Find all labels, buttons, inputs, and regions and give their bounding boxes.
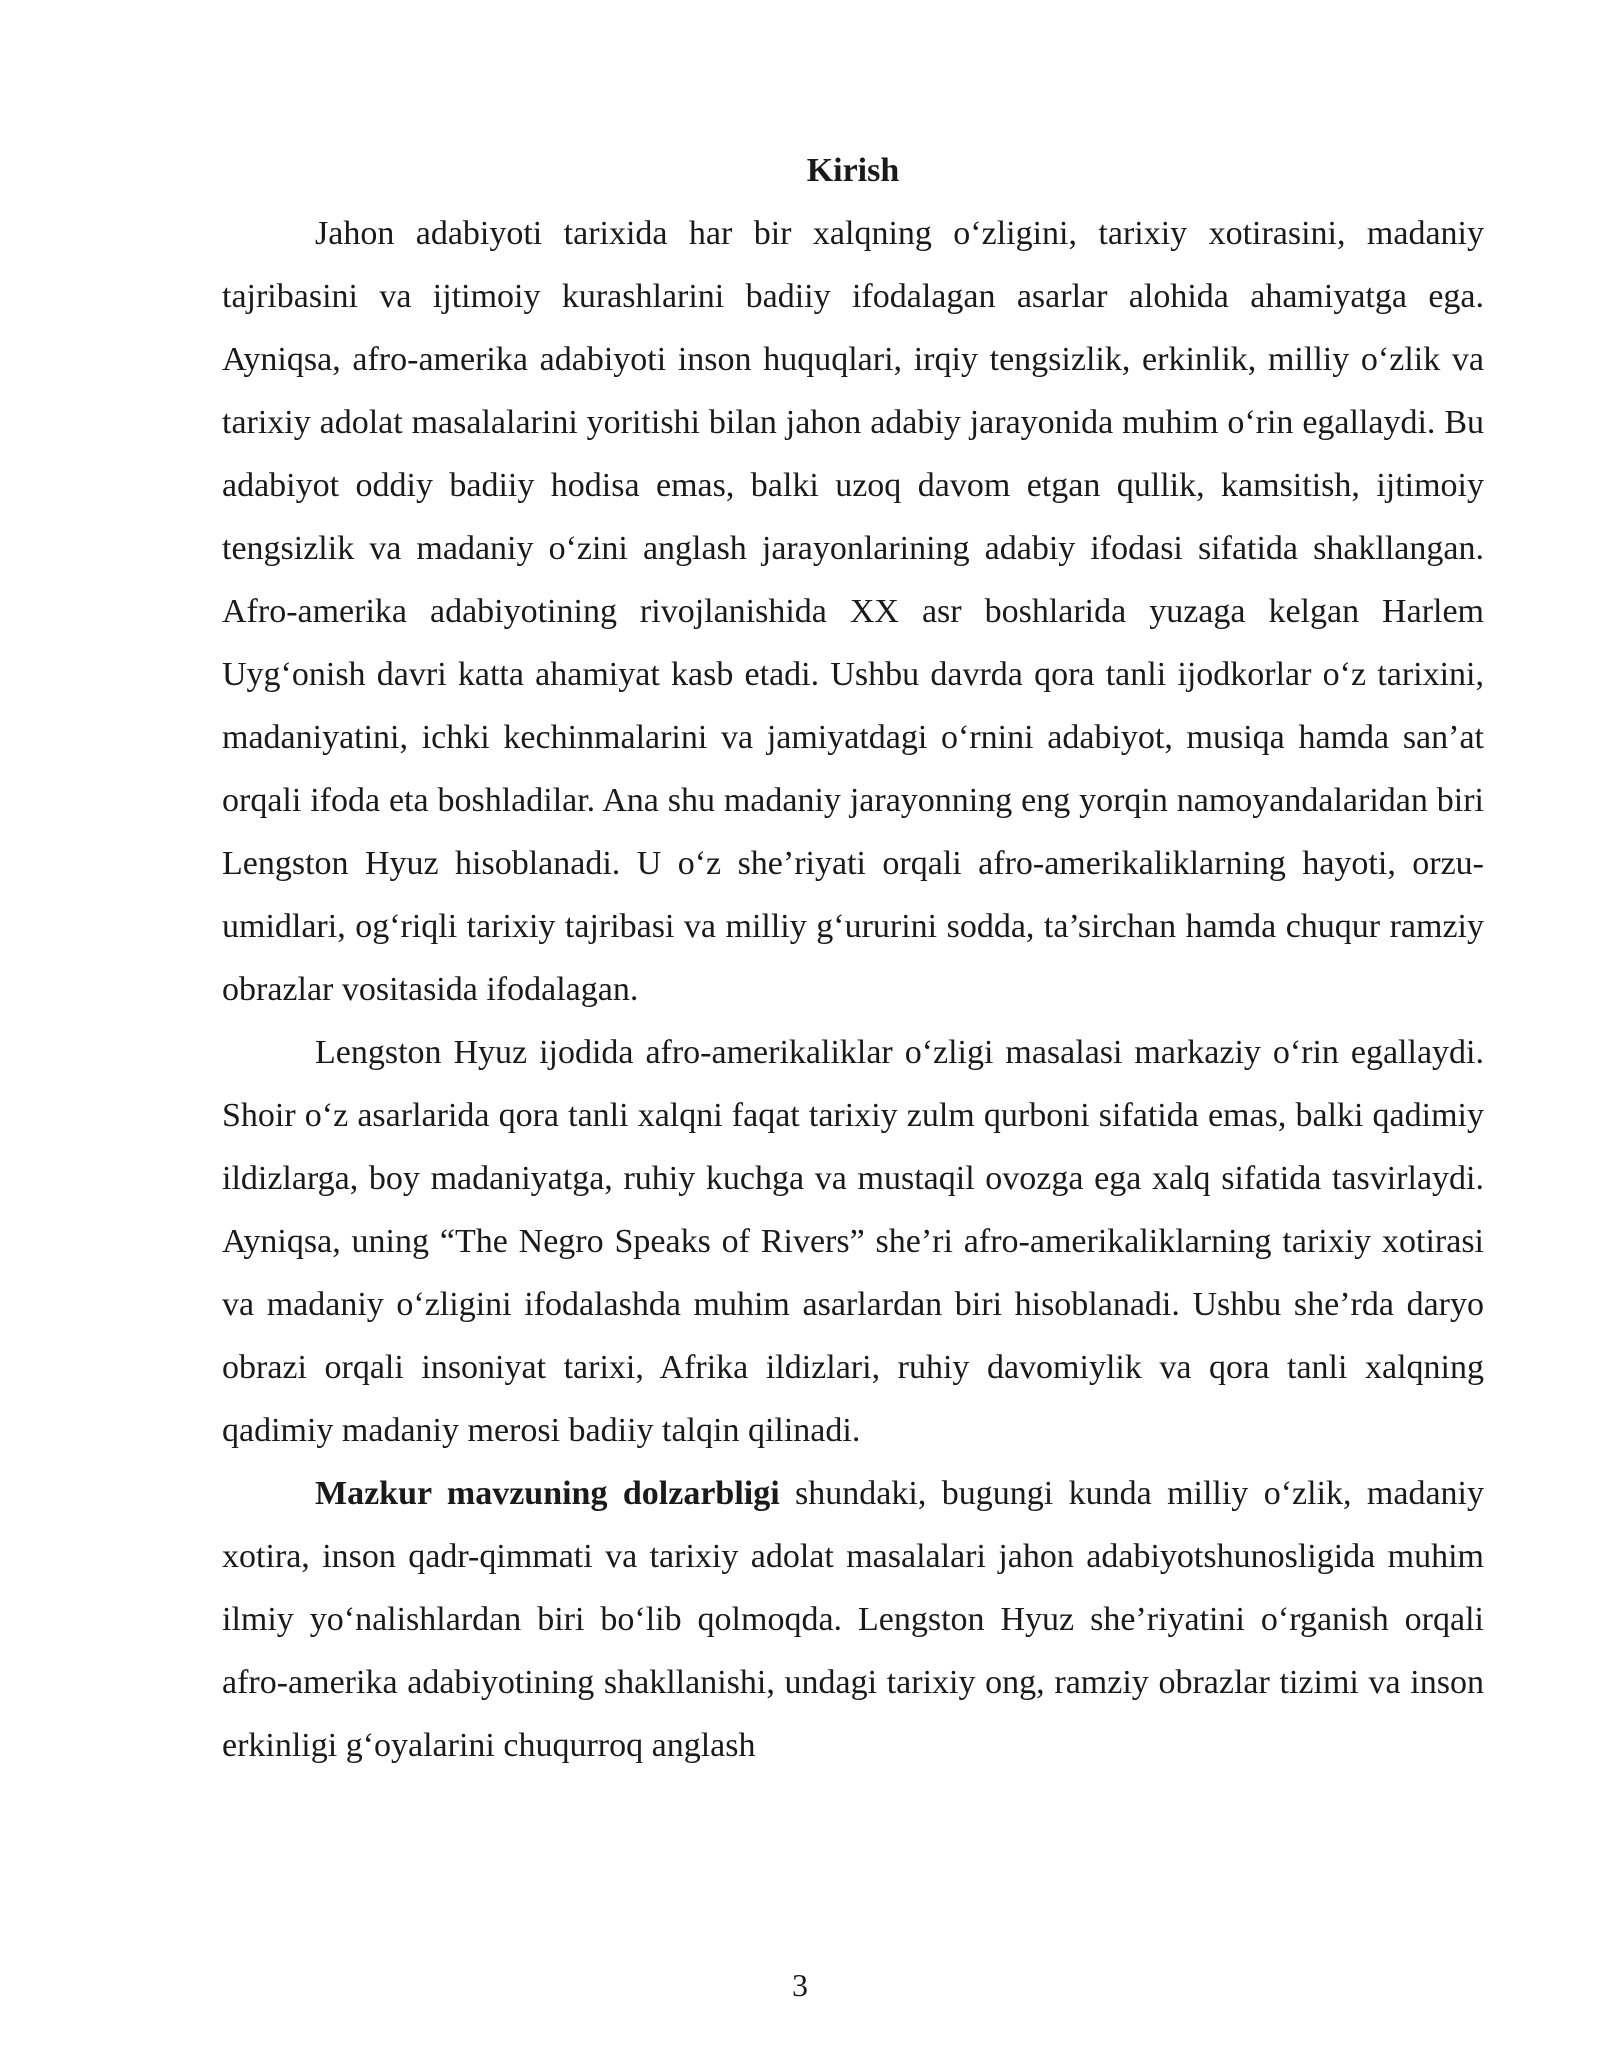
- paragraph-identity: Lengston Hyuz ijodida afro-amerikaliklar o‘zligi masalasi markaziy o‘rin egallaydi. Shoir o‘z asarlarida qora tanli xalqni faqat tarixiy zulm qurboni sifatida emas, balki qadimiy ildizlarga, boy madaniyatga, ruhiy kuchga va mustaqil ovozga ega xalq sifatida tasvirlaydi. Ayniqsa, uning “The Negro Speaks of Rivers” she’ri afro-amerikaliklarning tarixiy xotirasi va madaniy o‘zligini ifodalashda muhim asarlardan biri hisoblanadi. Ushbu she’rda daryo obrazi orqali insoniyat tarixi, Afrika ildizlari, ruhiy davomiylik va qora tanli xalqning qadimiy madaniy merosi badiiy talqin qilinadi.: [222, 1034, 1484, 1449]
- relevance-lead-phrase: Mazkur mavzuning dolzarbligi: [315, 1475, 780, 1512]
- paragraph-intro: Jahon adabiyoti tarixida har bir xalqning o‘zligini, tarixiy xotirasini, madaniy tajribasini va ijtimoiy kurashlarini badiiy ifodalagan asarlar alohida ahamiyatga ega. Ayniqsa, afro-amerika adabiyoti inson huquqlari, irqiy tengsizlik, erkinlik, milliy o‘zlik va tarixiy adolat masalalarini yoritishi bilan jahon adabiy jarayonida muhim o‘rin egallaydi. Bu adabiyot oddiy badiiy hodisa emas, balki uzoq davom etgan qullik, kamsitish, ijtimoiy tengsizlik va madaniy o‘zini anglash jarayonlarining adabiy ifodasi sifatida shakllangan. Afro-amerika adabiyotining rivojlanishida XX asr boshlarida yuzaga kelgan Harlem Uyg‘onish davri katta ahamiyat kasb etadi. Ushbu davrda qora tanli ijodkorlar o‘z tarixini, madaniyatini, ichki kechinmalarini va jamiyatdagi o‘rnini adabiyot, musiqa hamda san’at orqali ifoda eta boshladilar. Ana shu madaniy jarayonning eng yorqin namoyandalaridan biri Lengston Hyuz hisoblanadi. U o‘z she’riyati orqali afro-amerikaliklarning hayoti, orzu-umidlari, og‘riqli tarixiy tajribasi va milliy g‘ururini sodda, ta’sirchan hamda chuqur ramziy obrazlar vositasida ifodalagan.: [222, 215, 1484, 1008]
- relevance-text: shundaki, bugungi kunda milliy o‘zlik, madaniy xotira, inson qadr-qimmati va tarixiy adolat masalalari jahon adabiyotshunosligida muhim ilmiy yo‘nalishlardan biri bo‘lib qolmoqda. Lengston Hyuz she’riyatini o‘rganish orqali afro-amerika adabiyotining shakllanishi, undagi tarixiy ong, ramziy obrazlar tizimi va inson erkinligi g‘oyalarini chuqurroq anglash: [222, 1475, 1484, 1764]
- paragraph-relevance: [222, 1462, 1484, 1777]
- section-heading: Kirish: [806, 152, 900, 189]
- page-number: 3: [792, 1967, 808, 2003]
- page-body: [222, 146, 1484, 1777]
